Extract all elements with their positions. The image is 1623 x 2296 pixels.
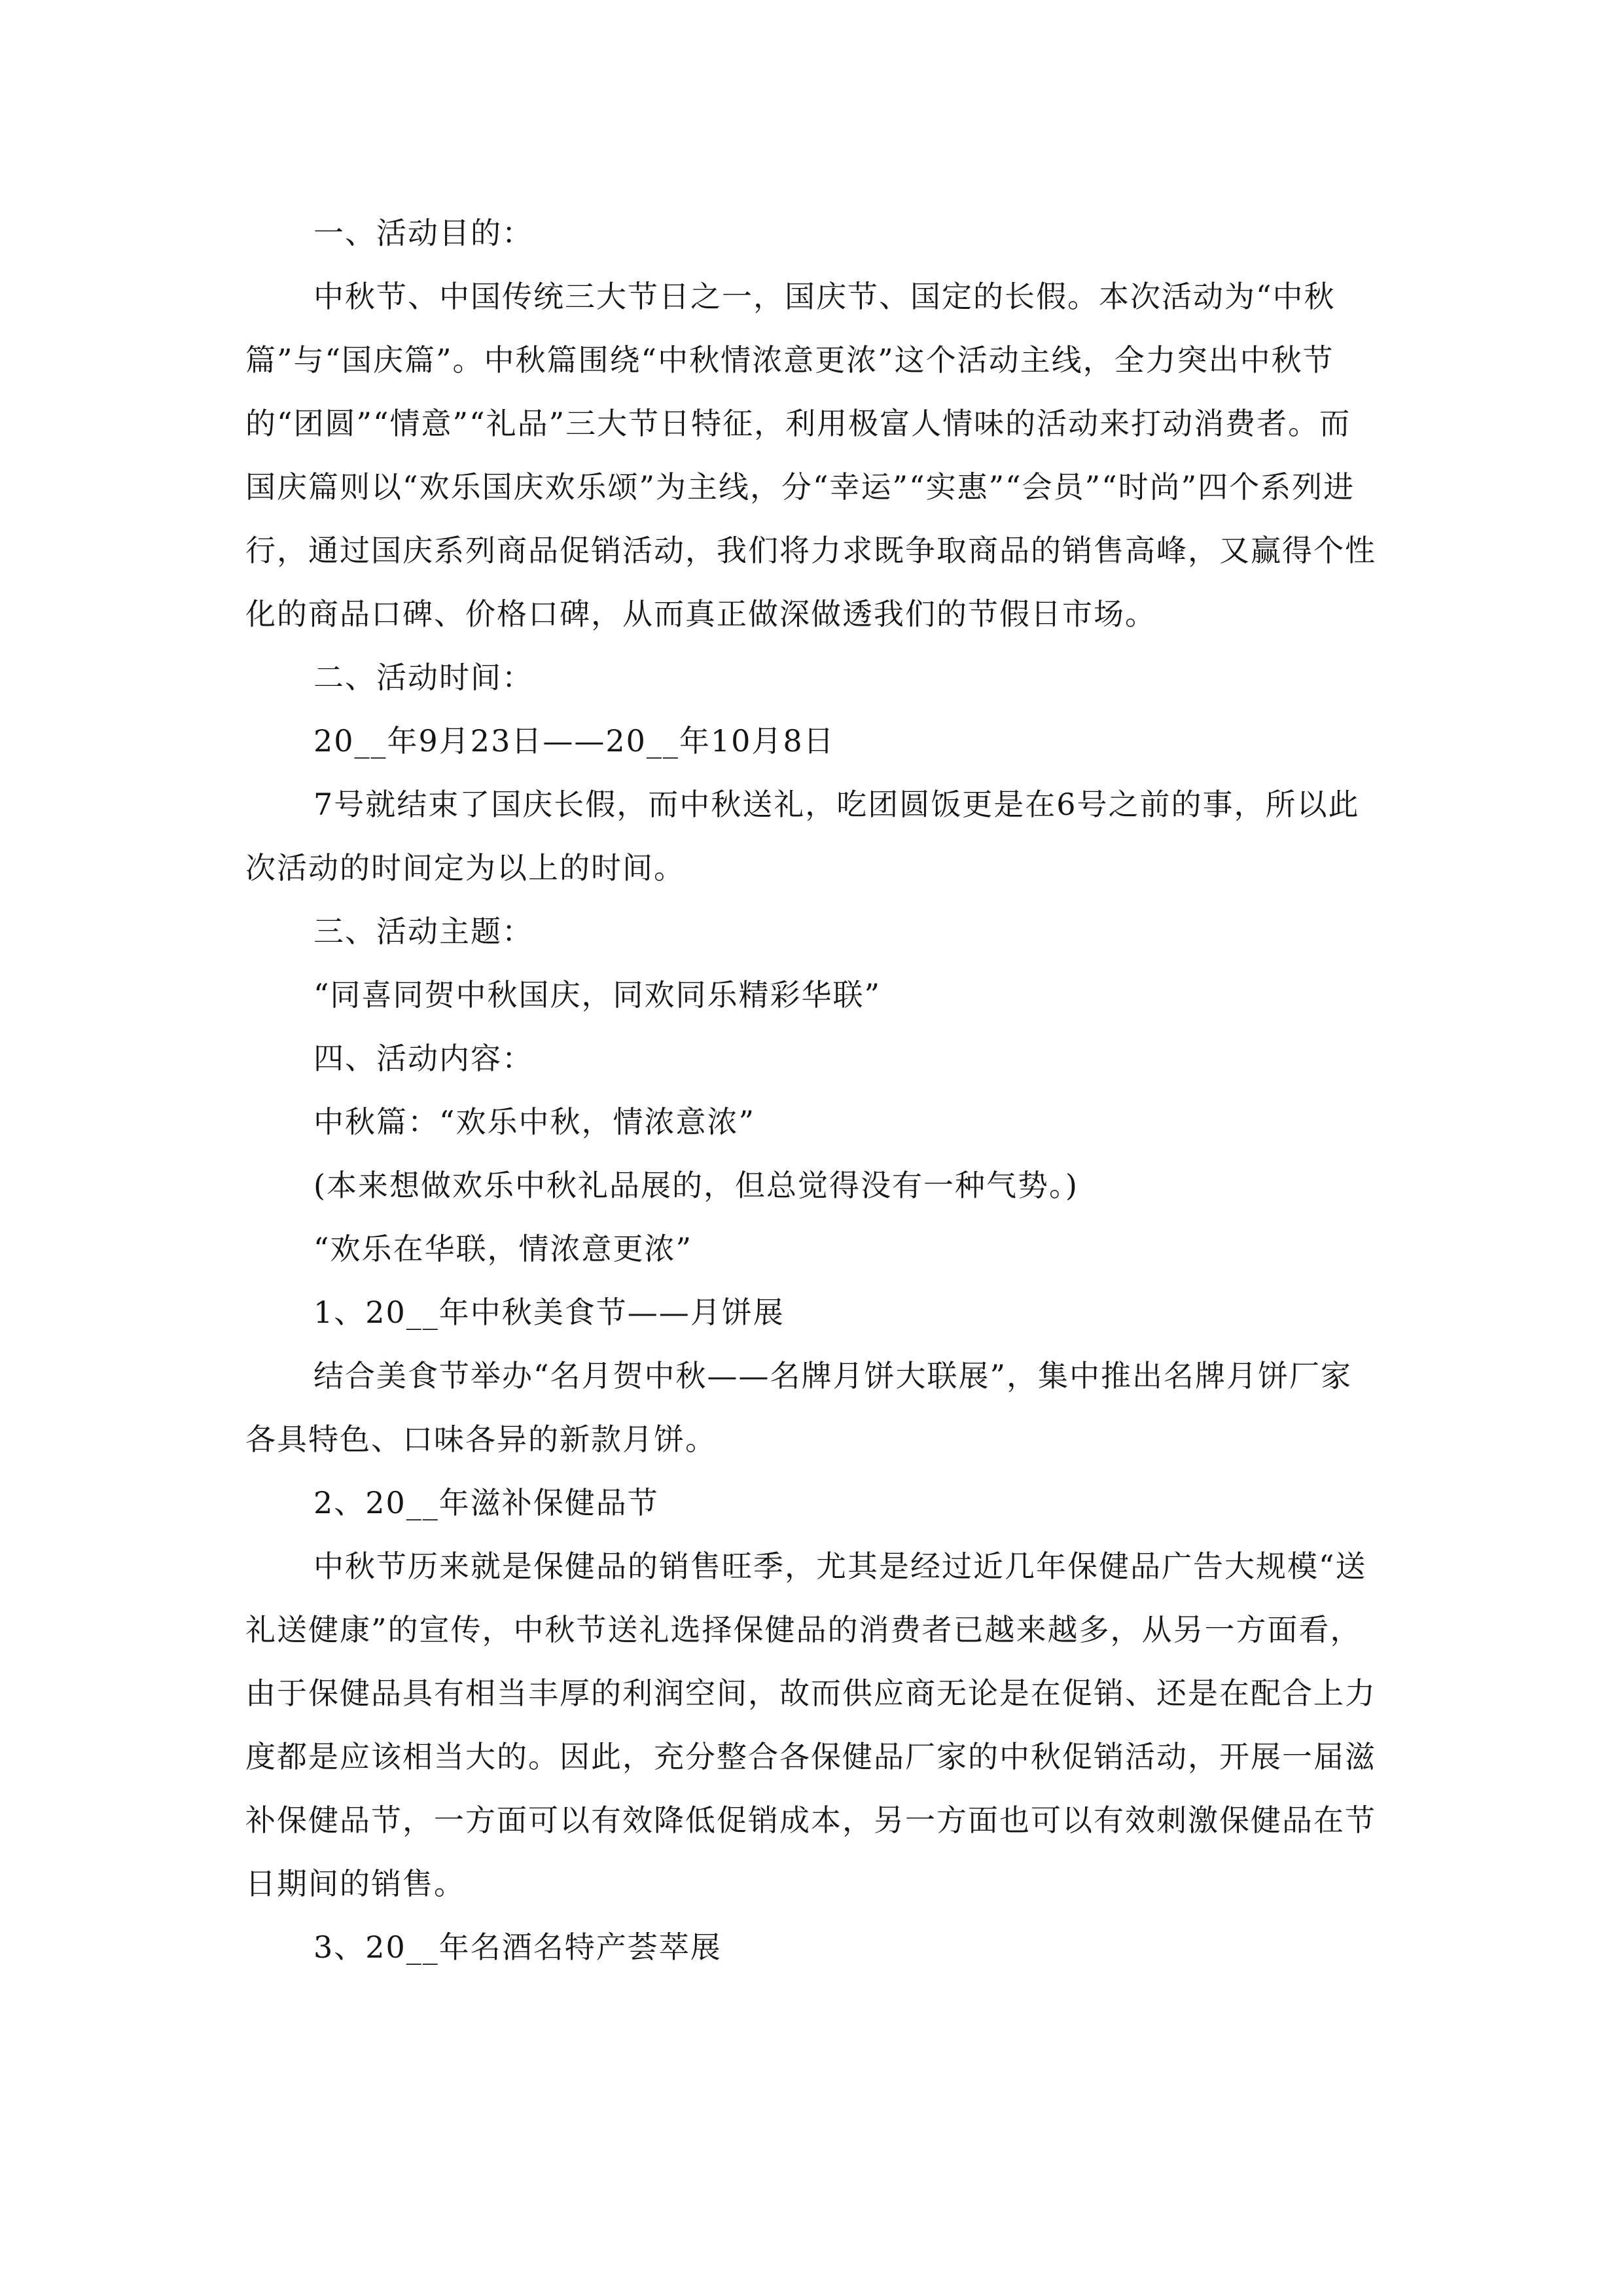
item-2-body: 中秋节历来就是保健品的销售旺季，尤其是经过近几年保健品广告大规模“送礼送健康”的宣传，中秋节送礼选择保健品的消费者已越来越多，从另一方面看，由于保健品具有相当丰厚的利润空间，故而供应商无论是在促销、还是在配合上力度都是应该相当大的。因此，充分整合各保健品厂家的中秋促销活动，开展一届滋补保健品节，一方面可以有效降低促销成本，另一方面也可以有效刺激保健品在节日期间的销售。 <box>245 1549 1376 1901</box>
paragraph-time-reason: 7号就结束了国庆长假，而中秋送礼，吃团圆饭更是在6号之前的事，所以此次活动的时间定为以上的时间。 <box>245 787 1360 886</box>
heading-theme: 三、活动主题： <box>313 914 533 949</box>
heading-purpose: 一、活动目的： <box>313 215 533 251</box>
item-3-title: 3、20__年名酒名特产荟萃展 <box>313 1929 722 1965</box>
paragraph-purpose-body: 中秋节、中国传统三大节日之一，国庆节、国定的长假。本次活动为“中秋篇”与“国庆篇”。中秋篇围绕“中秋情浓意更浓”这个活动主线，全力突出中秋节的“团圆”“情意”“礼品”三大节日特征，利用极富人情味的活动来打动消费者。而国庆篇则以“欢乐国庆欢乐颂”为主线，分“幸运”“实惠”“会员”“时尚”四个系列进行，通过国庆系列商品促销活动，我们将力求既争取商品的销售高峰，又赢得个性化的商品口碑、价格口碑，从而真正做深做透我们的节假日市场。 <box>245 279 1376 632</box>
item-1-title: 1、20__年中秋美食节——月饼展 <box>313 1295 785 1330</box>
paragraph-slogan-2: “欢乐在华联，情浓意更浓” <box>313 1231 693 1266</box>
heading-content: 四、活动内容： <box>313 1041 533 1076</box>
paragraph-date-range: 20__年9月23日——20__年10月8日 <box>313 723 835 759</box>
paragraph-theme-slogan: “同喜同贺中秋国庆，同欢同乐精彩华联” <box>313 977 882 1013</box>
item-1-body: 结合美食节举办“名月贺中秋——名牌月饼大联展”，集中推出名牌月饼厂家各具特色、口味各异的新款月饼。 <box>245 1358 1353 1457</box>
document-body <box>245 202 1381 1979</box>
paragraph-note: (本来想做欢乐中秋礼品展的，但总觉得没有一种气势。) <box>313 1168 1079 1203</box>
heading-time: 二、活动时间： <box>313 660 533 695</box>
item-2-title: 2、20__年滋补保健品节 <box>313 1485 659 1520</box>
paragraph-midautumn-title: 中秋篇：“欢乐中秋，情浓意浓” <box>313 1104 756 1139</box>
